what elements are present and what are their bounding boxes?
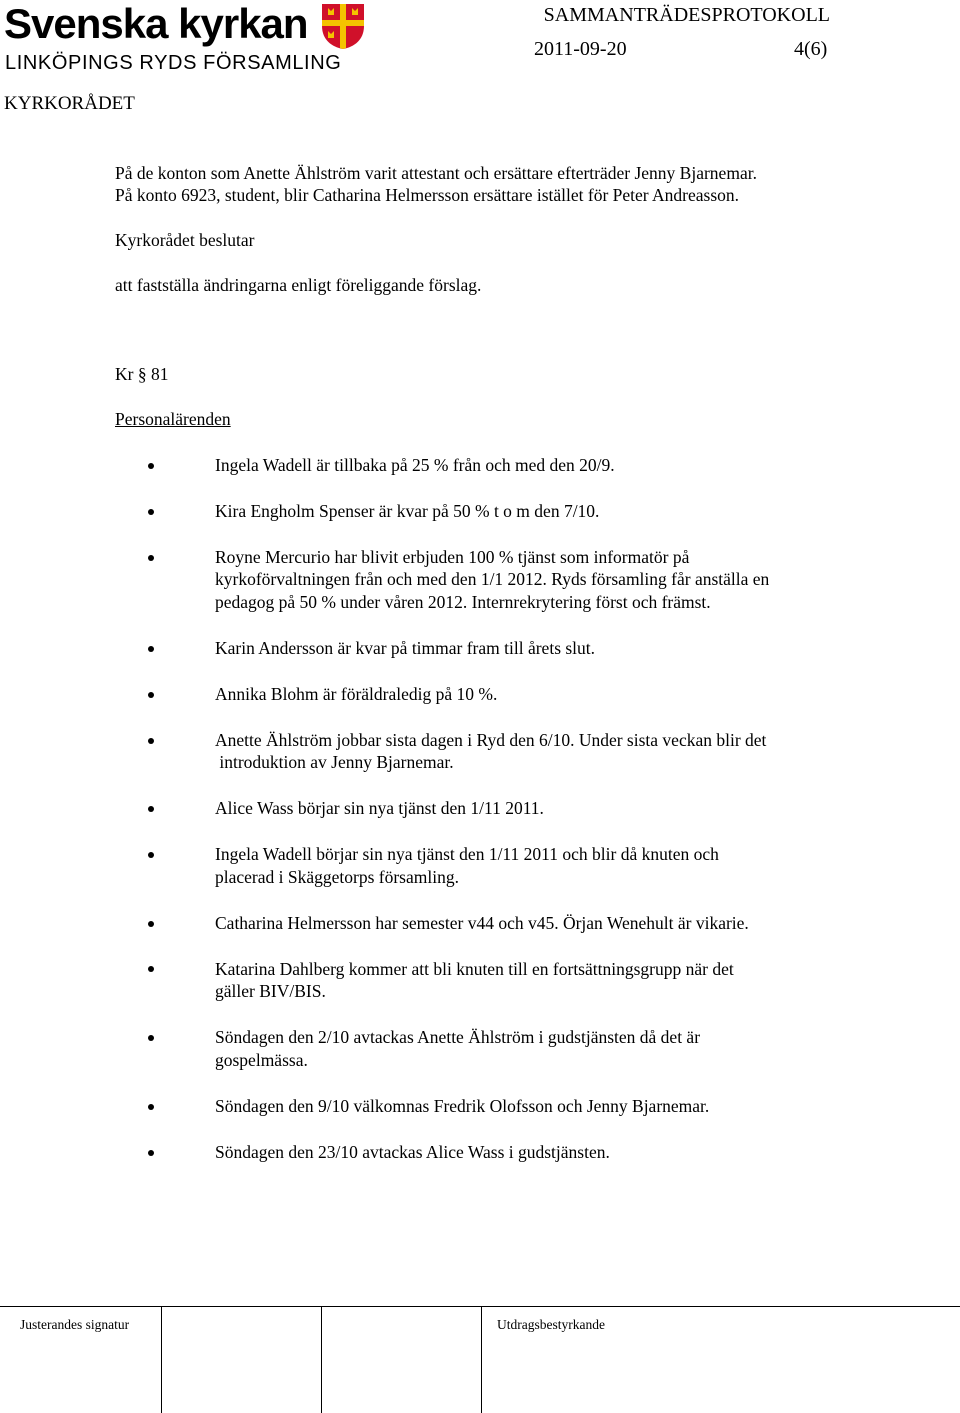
list-item-text: gäller BIV/BIS.: [215, 981, 326, 1001]
bullet-icon: [148, 806, 154, 812]
bullet-icon: [148, 738, 154, 744]
list-item-text: Ingela Wadell börjar sin nya tjänst den 1/11 2011 och blir då knuten och: [215, 844, 719, 864]
bullet-icon: [148, 555, 154, 561]
list-item-text: Catharina Helmersson har semester v44 och v45. Örjan Wenehult är vikarie.: [215, 913, 749, 933]
church-shield-icon: [320, 2, 366, 50]
bullet-icon: [148, 852, 154, 858]
list-item-text: Kira Engholm Spenser är kvar på 50 % t o m den 7/10.: [215, 501, 600, 521]
list-item-text: Royne Mercurio har blivit erbjuden 100 % tjänst som informatör på: [215, 547, 690, 567]
decision-text: att fastställa ändringarna enligt föreliggande förslag.: [115, 275, 482, 295]
list-item-text: kyrkoförvaltningen från och med den 1/1 2012. Ryds församling får anställa en: [215, 569, 770, 589]
list-item-text: Söndagen den 2/10 avtackas Anette Ählström i gudstjänsten då det är: [215, 1027, 701, 1047]
bullet-icon: [148, 463, 154, 469]
bullet-icon: [148, 646, 154, 652]
list-item-text: Ingela Wadell är tillbaka på 25 % från och med den 20/9.: [215, 455, 615, 475]
department-title: KYRKORÅDET: [4, 93, 135, 114]
list-item-text: Annika Blohm är föräldraledig på 10 %.: [215, 684, 498, 704]
footer-divider: [0, 1306, 960, 1307]
bullet-icon: [148, 1104, 154, 1110]
bullet-icon: [148, 509, 154, 515]
list-item-text: Anette Ählström jobbar sista dagen i Ryd den 6/10. Under sista veckan blir det: [215, 730, 767, 750]
bullet-icon: [148, 1150, 154, 1156]
list-item-text: Katarina Dahlberg kommer att bli knuten till en fortsättningsgrupp när det: [215, 959, 734, 979]
list-item-text: pedagog på 50 % under våren 2012. Internrekrytering först och främst.: [215, 592, 711, 612]
list-item-text: Alice Wass börjar sin nya tjänst den 1/11 2011.: [215, 798, 544, 818]
document-date: 2011-09-20: [534, 38, 627, 60]
section-title: Personalärenden: [115, 409, 231, 429]
logo-text: Svenska kyrkan: [4, 0, 308, 47]
bullet-icon: [148, 921, 154, 927]
list-item-text: gospelmässa.: [215, 1050, 308, 1070]
intro-line-2: På konto 6923, student, blir Catharina Helmersson ersättare istället för Peter Andreasson.: [115, 185, 740, 205]
document-type: SAMMANTRÄDESPROTOKOLL: [543, 4, 830, 26]
list-item-text: placerad i Skäggetorps församling.: [215, 867, 459, 887]
list-item-text: introduktion av Jenny Bjarnemar.: [215, 752, 454, 772]
footer-column-divider: [321, 1306, 322, 1413]
logo-subtitle: LINKÖPINGS RYDS FÖRSAMLING: [5, 52, 342, 74]
footer-column-divider: [481, 1306, 482, 1413]
page-number: 4(6): [794, 38, 828, 60]
bullet-icon: [148, 966, 154, 972]
list-item-text: Söndagen den 23/10 avtackas Alice Wass i gudstjänsten.: [215, 1142, 610, 1162]
bullet-icon: [148, 1035, 154, 1041]
list-item-text: Söndagen den 9/10 välkomnas Fredrik Olofsson och Jenny Bjarnemar.: [215, 1096, 710, 1116]
extract-label: Utdragsbestyrkande: [497, 1317, 605, 1332]
church-logo: [4, 2, 364, 76]
intro-line-1: På de konton som Anette Ählström varit attestant och ersättare efterträder Jenny Bjarnemar.: [115, 163, 757, 183]
signature-label: Justerandes signatur: [20, 1317, 130, 1332]
decision-heading: Kyrkorådet beslutar: [115, 230, 255, 250]
bullet-icon: [148, 692, 154, 698]
list-item-text: Karin Andersson är kvar på timmar fram till årets slut.: [215, 638, 596, 658]
paragraph-id: Kr § 81: [115, 364, 169, 384]
footer-column-divider: [161, 1306, 162, 1413]
